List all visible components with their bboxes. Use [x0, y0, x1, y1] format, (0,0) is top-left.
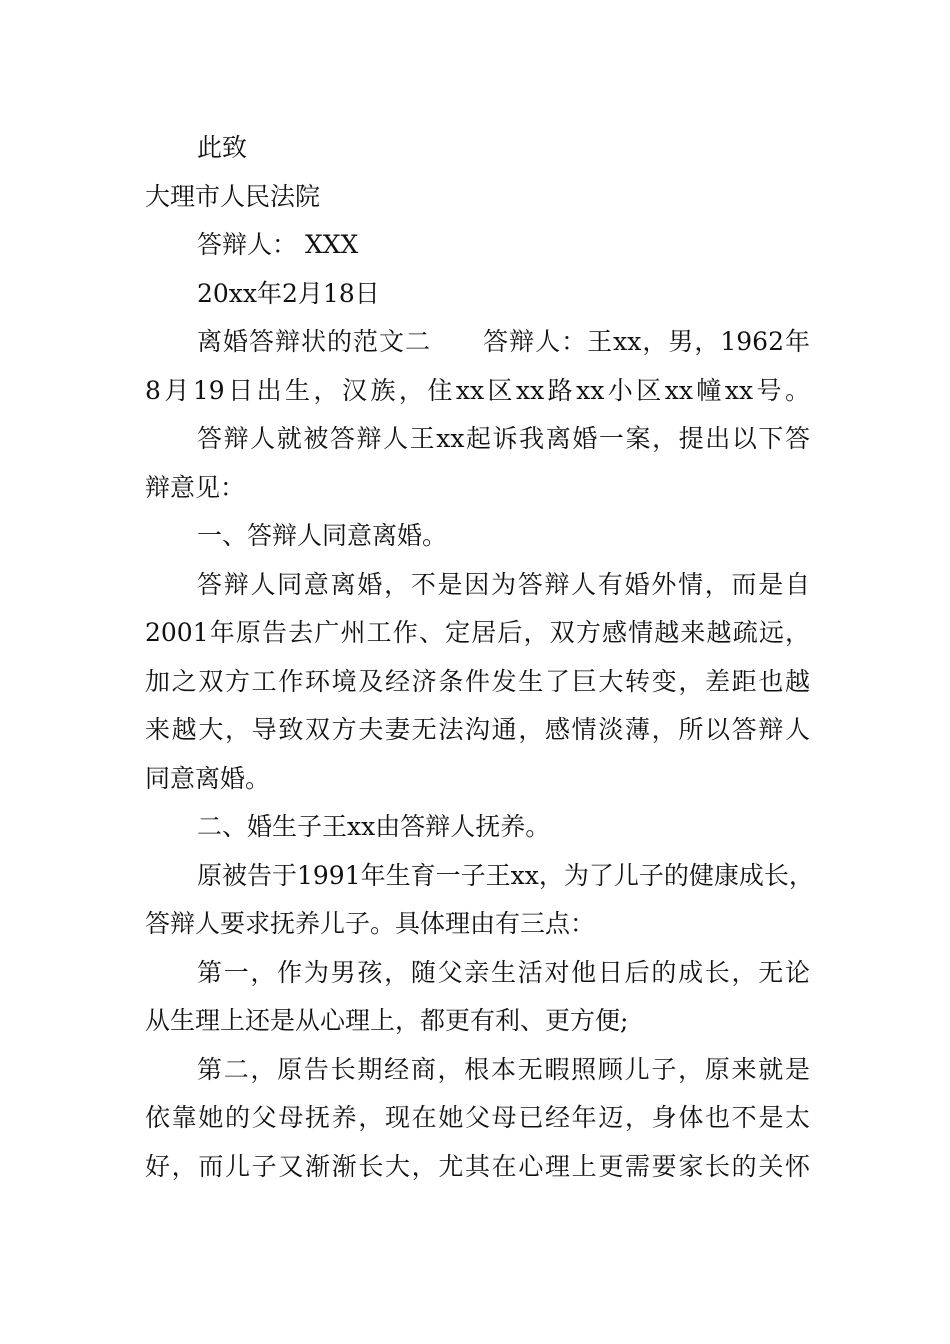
- paragraph-line: 第二，原告长期经商，根本无暇照顾儿子，原来就是: [197, 1054, 810, 1084]
- paragraph-line: 同意离婚。: [145, 763, 271, 793]
- paragraph-line: 辩意见：: [145, 472, 246, 502]
- paragraph-line: 8月19日出生，汉族，住xx区xx路xx小区xx幢xx号。: [145, 375, 810, 405]
- paragraph-line: 从生理上还是从心理上，都更有利、更方便;: [145, 1006, 629, 1035]
- paragraph-line: 答辩人同意离婚，不是因为答辩人有婚外情，而是自: [197, 569, 810, 599]
- paragraph-line: 第一，作为男孩，随父亲生活对他日后的成长，无论: [197, 957, 810, 987]
- signature-date: 20xx年2月18日: [197, 278, 380, 308]
- paragraph-line: 来越大，导致双方夫妻无法沟通，感情淡薄，所以答辩人: [145, 715, 810, 744]
- paragraph-line: 答辩人要求抚养儿子。具体理由有三点：: [145, 909, 596, 938]
- paragraph-line: 原被告于1991年生育一子王xx，为了儿子的健康成长，: [197, 860, 814, 890]
- section-heading: 一、答辩人同意离婚。: [197, 521, 448, 550]
- paragraph-line: 依靠她的父母抚养，现在她父母已经年迈，身体也不是太: [145, 1103, 810, 1132]
- respondent-signature: 答辩人： XXX: [197, 230, 359, 259]
- section-heading: 二、婚生子王xx由答辩人抚养。: [197, 812, 551, 841]
- closing-salutation: 此致: [197, 133, 248, 162]
- paragraph-line: 答辩人就被答辩人王xx起诉我离婚一案，提出以下答: [197, 424, 810, 453]
- paragraph-line: 好，而儿子又渐渐长大，尤其在心理上更需要家长的关怀: [145, 1151, 810, 1181]
- paragraph-line: 离婚答辩状的范文二 答辩人：王xx，男，1962年: [197, 327, 810, 356]
- paragraph-line: 2001年原告去广州工作、定居后，双方感情越来越疏远，: [145, 618, 810, 647]
- paragraph-line: 加之双方工作环境及经济条件发生了巨大转变，差距也越: [145, 666, 810, 696]
- addressee: 大理市人民法院: [145, 181, 321, 211]
- document-body: [145, 124, 814, 1191]
